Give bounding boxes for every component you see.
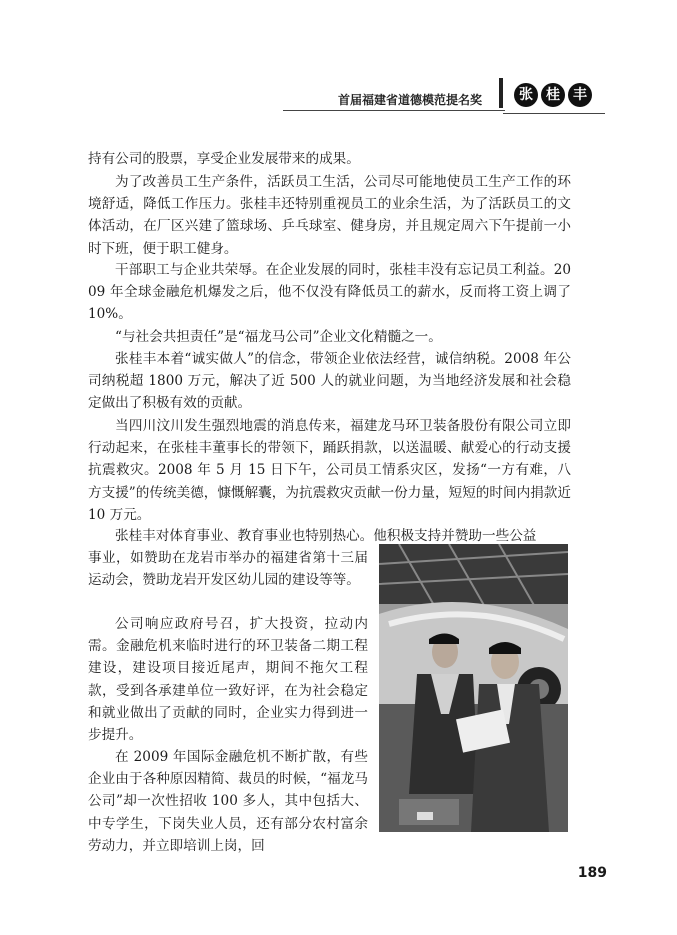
- award-title: 首届福建省道德模范提名奖: [338, 93, 483, 107]
- photo-illustration: [379, 544, 568, 832]
- body-paragraph: 当四川汶川发生强烈地震的消息传来，福建龙马环卫装备股份有限公司立即行动起来，在张桂丰董事长的带领下，踊跃捐款，以送温暖、献爱心的行动支援抗震救灾。2008 年 5 月 15 日下午，公司员工情系灾区，发扬“一方有难，八方支援”的传统美德，慷慨解囊，为抗震救灾贡献一份力量，短短的时间内捐款近 10 万元。: [88, 418, 571, 523]
- name-badges: [514, 83, 592, 107]
- body-paragraph: “与社会共担责任”是“福龙马公司”企业文化精髓之一。: [115, 329, 442, 345]
- name-badge: 丰: [568, 83, 592, 107]
- body-paragraph: 在 2009 年国际金融危机不断扩散，有些企业由于各种原因精简、裁员的时候，“福龙马公司”却一次性招收 100 多人，其中包括大、中专学生，下岗失业人员，还有部分农村富余劳动力，并立即培训上岗，回: [88, 749, 368, 854]
- name-badge: 张: [514, 83, 538, 107]
- body-paragraph: 张桂丰本着“诚实做人”的信念，带领企业依法经营，诚信纳税。2008 年公司纳税超 1800 万元，解决了近 500 人的就业问题，为当地经济发展和社会稳定做出了积极有效的贡献。: [88, 351, 571, 412]
- body-paragraph: 为了改善员工生产条件，活跃员工生活，公司尽可能地使员工生产工作的环境舒适，降低工作压力。张桂丰还特别重视员工的业余生活，为了活跃员工的文体活动，在厂区兴建了篮球场、乒乓球室、健身房，并且规定周六下午提前一小时下班，便于职工健身。: [88, 174, 571, 257]
- body-paragraph: 张桂丰对体育事业、教育事业也特别热心。他积极支持并赞助一些公益: [115, 528, 537, 544]
- body-paragraph: 干部职工与企业共荣辱。在企业发展的同时，张桂丰没有忘记员工利益。2009 年全球金融危机爆发之后，他不仅没有降低员工的薪水，反而将工资上调了 10%。: [88, 262, 571, 323]
- body-paragraph: 公司响应政府号召，扩大投资，拉动内需。金融危机来临时进行的环卫装备二期工程建设，建设项目接近尾声，期间不拖欠工程款，受到各承建单位一致好评，在为社会稳定和就业做出了贡献的同时，企业实力得到进一步提升。: [88, 616, 368, 744]
- body-paragraph: 事业，如赞助在龙岩市举办的福建省第十三届运动会，赞助龙岩开发区幼儿园的建设等等。: [88, 550, 368, 589]
- page-number: 189: [577, 865, 607, 881]
- header-divider: [499, 78, 503, 108]
- body-paragraph: 持有公司的股票，享受企业发展带来的成果。: [88, 151, 360, 167]
- factory-photo: [379, 544, 568, 832]
- name-badge: 桂: [541, 83, 565, 107]
- header-rule-right: [503, 113, 605, 114]
- header-rule: [283, 110, 505, 111]
